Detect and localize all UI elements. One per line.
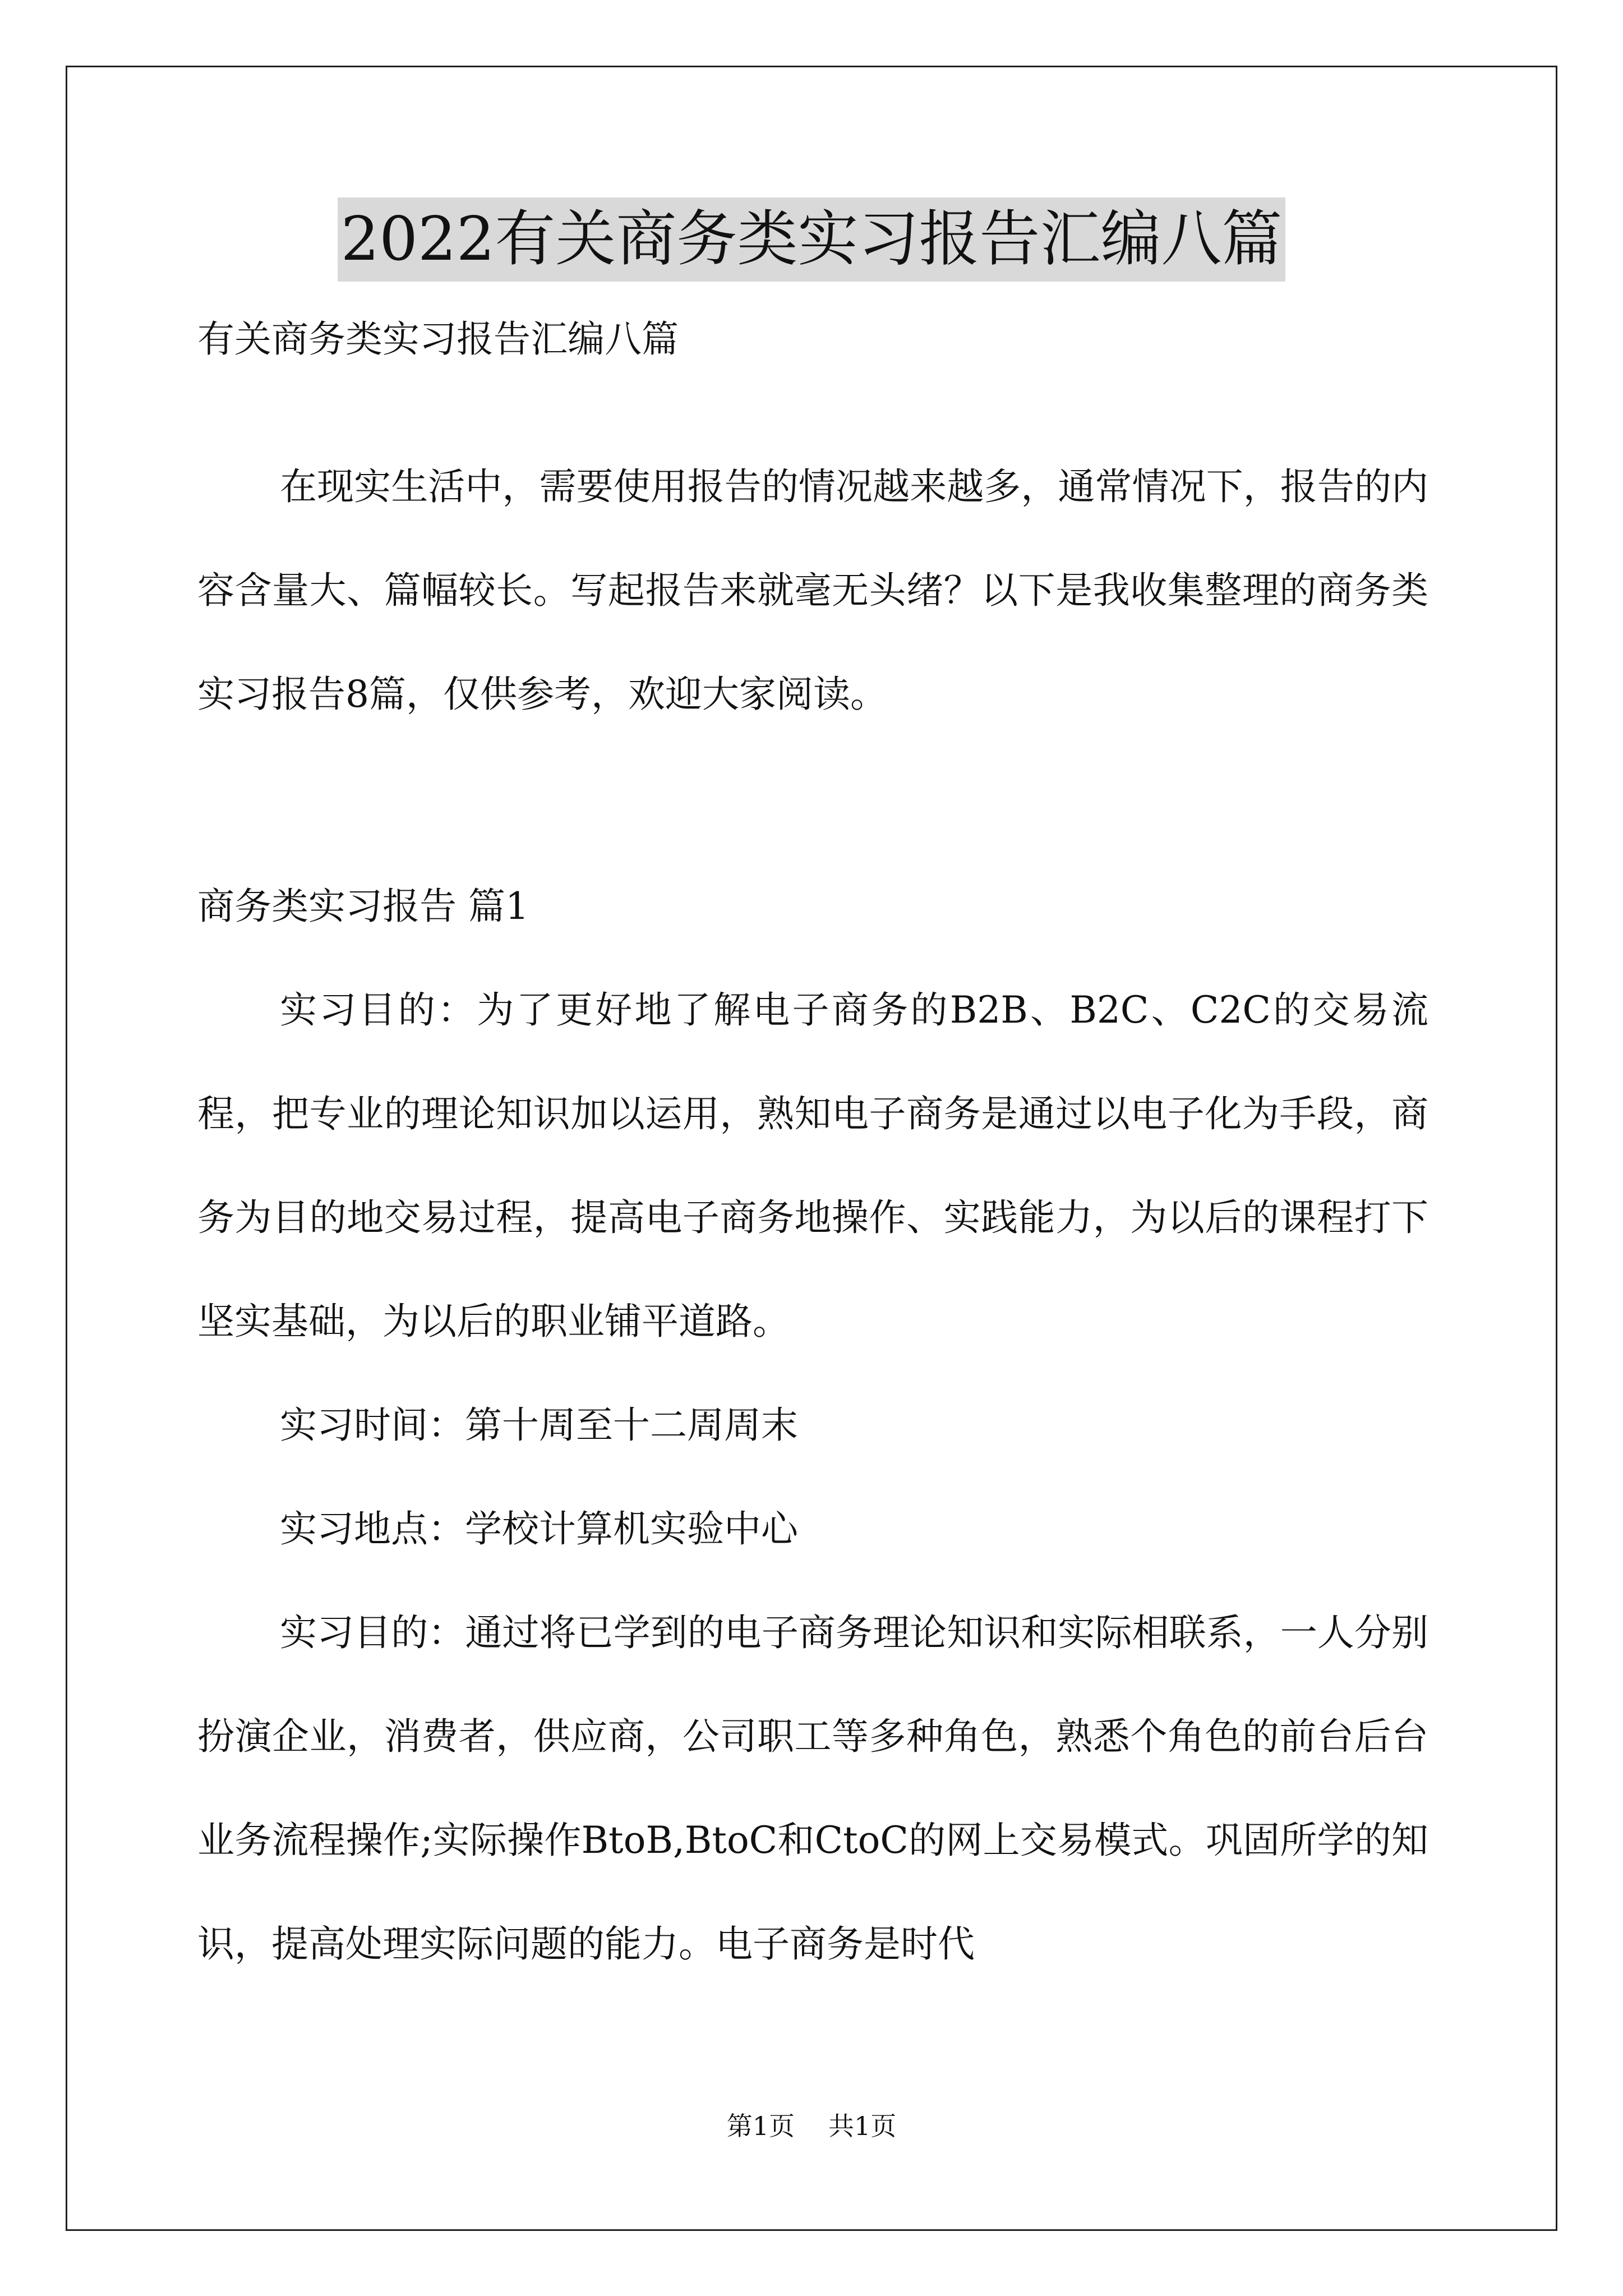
section-heading: 商务类实习报告 篇1: [197, 885, 529, 928]
title-container: [0, 197, 1623, 282]
page-number-current: 第1页: [726, 2111, 795, 2141]
section-paragraph-time: 实习时间：第十周至十二周周末: [280, 1404, 798, 1447]
intro-paragraph: 在现实生活中，需要使用报告的情况越来越多，通常情况下，报告的内容含量大、篇幅较长。写起报告来就毫无头绪？以下是我收集整理的商务类实习报告8篇，仅供参考，欢迎大家阅读。: [197, 465, 1428, 716]
page-number-total: 共1页: [828, 2111, 897, 2141]
section-paragraph-goal: 实习目的：通过将已学到的电子商务理论知识和实际相联系，一人分别扮演企业，消费者，供应商，公司职工等多种角色，熟悉个角色的前台后台业务流程操作;实际操作BtoB,BtoC和CtoC的网上交易模式。巩固所学的知识，提高处理实际问题的能力。电子商务是时代: [197, 1611, 1428, 1966]
section-paragraph-location: 实习地点：学校计算机实验中心: [280, 1507, 798, 1550]
section-paragraph-purpose: 实习目的：为了更好地了解电子商务的B2B、B2C、C2C的交易流程，把专业的理论知识加以运用，熟知电子商务是通过以电子化为手段，商务为目的地交易过程，提高电子商务地操作、实践能力，为以后的课程打下坚实基础，为以后的职业铺平道路。: [197, 988, 1428, 1343]
page-footer: [0, 2109, 1623, 2143]
document-title: 2022有关商务类实习报告汇编八篇: [338, 197, 1286, 282]
section-body: [197, 958, 1428, 1996]
document-subtitle: 有关商务类实习报告汇编八篇: [197, 318, 679, 361]
